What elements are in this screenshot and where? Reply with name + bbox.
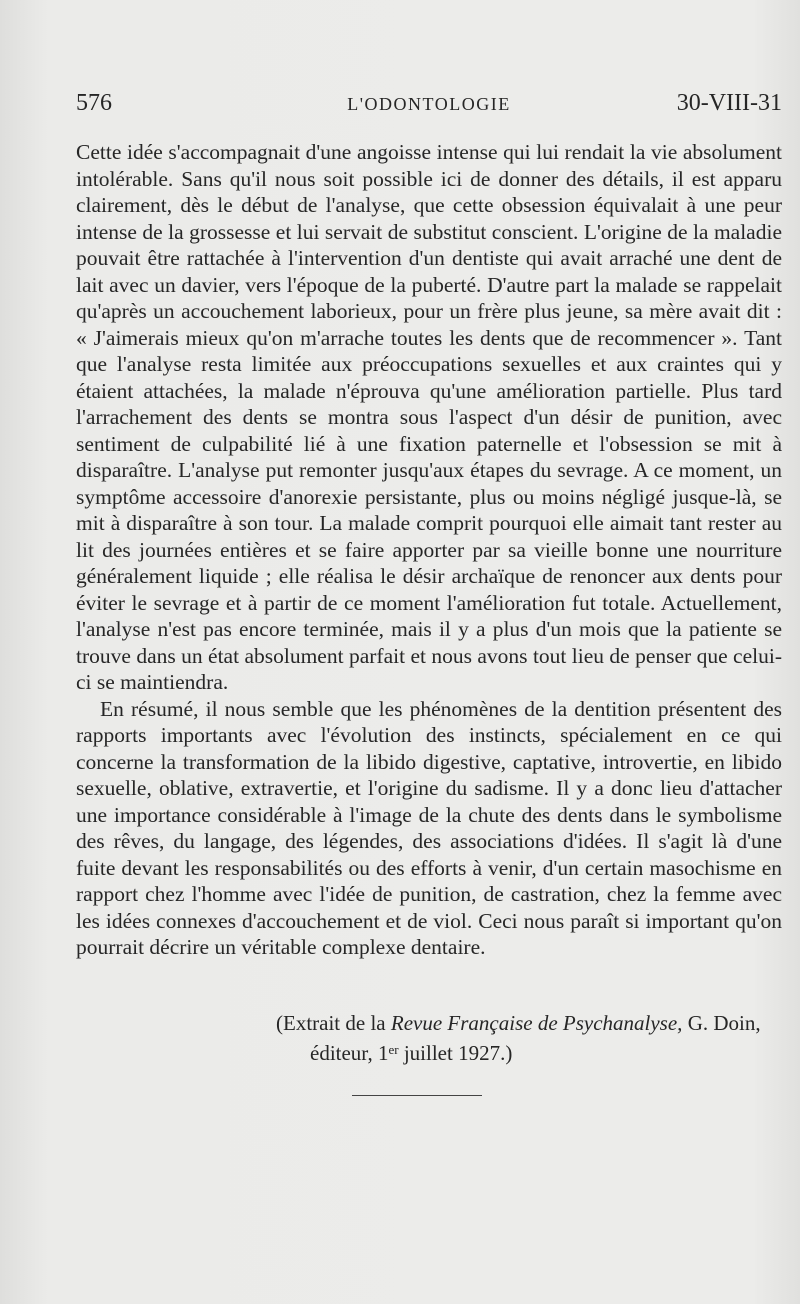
body-text — [76, 139, 782, 961]
source-credit — [276, 1010, 786, 1066]
credit-prefix: (Extrait de la — [276, 1011, 391, 1035]
page-number: 576 — [76, 90, 112, 116]
credit-ordinal: 1 — [377, 1040, 389, 1065]
credit-date: juillet 1927.) — [398, 1040, 513, 1065]
credit-line-2 — [276, 1037, 786, 1067]
credit-journal: Revue Française de Psychanalyse, — [390, 1011, 683, 1035]
credit-ordinal-sup: er — [388, 1041, 399, 1057]
paragraph-1: Cette idée s'accompagnait d'une angoisse intense qui lui rendait la vie absolument intolérable. Sans qu'il nous soit possible ici de donner des détails, il est apparu clairement, dès le début de l'analyse, que cette obsession équivalait à une peur intense de la grossesse et lui servait de substitut conscient. L'origine de la maladie pouvait être rattachée à l'intervention d'un dentiste qui avait arraché une dent de lait avec un davier, vers l'époque de la puberté. D'autre part la malade se rappelait qu'après un accouchement laborieux, pour un frère plus jeune, sa mère avait dit : « J'aimerais mieux qu'on m'arrache toutes les dents que de recommencer ». Tant que l'analyse resta limitée aux préoccupations sexuelles et aux craintes qui y étaient attachées, la malade n'éprouva qu'une amélioration partielle. Plus tard l'arrachement des dents se montra sous l'aspect d'un désir de punition, avec sentiment de culpabilité lié à une fixation paternelle et l'obsession se mit à disparaître. L'analyse put remonter jusqu'aux étapes du sevrage. A ce moment, un symptôme accessoire d'anorexie persistante, plus ou moins négligé jusque-là, se mit à disparaître à son tour. La malade comprit pourquoi elle aimait tant rester au lit des journées entières et se faire apporter par sa vieille bonne une nourriture généralement liquide ; elle réalisa le désir archaïque de renoncer aux dents pour éviter le sevrage et à partir de ce moment l'amélioration fut totale. Actuellement, l'analyse n'est pas encore terminée, mais il y a plus d'un mois que la patiente se trouve dans un état absolument parfait et nous avons tout lieu de penser que celui-ci se maintiendra. — [76, 140, 782, 694]
journal-title: L'ODONTOLOGIE — [347, 94, 511, 114]
paragraph-2: En résumé, il nous semble que les phénomènes de la dentition présentent des rapports importants avec l'évolution des instincts, spécialement en ce qui concerne la transformation de la libido digestive, captative, introvertie, en libido sexuelle, oblative, extravertie, et l'origine du sadisme. Il y a donc lieu d'attacher une importance considérable à l'image de la chute des dents dans le symbolisme des rêves, du langage, des légendes, des associations d'idées. Il s'agit là d'une fuite devant les responsabilités ou des efforts à venir, d'un certain masochisme en rapport chez l'homme avec l'idée de punition, de castration, chez la femme avec les idées connexes d'accouchement et de viol. Ceci nous paraît si important qu'on pourrait décrire un véritable complexe dentaire. — [76, 696, 782, 959]
credit-publisher: G. Doin, — [682, 1011, 761, 1035]
running-header — [76, 90, 782, 130]
closing-rule — [352, 1095, 482, 1096]
credit-editor: éditeur, — [310, 1040, 378, 1065]
issue-date: 30-VIII-31 — [676, 90, 782, 116]
